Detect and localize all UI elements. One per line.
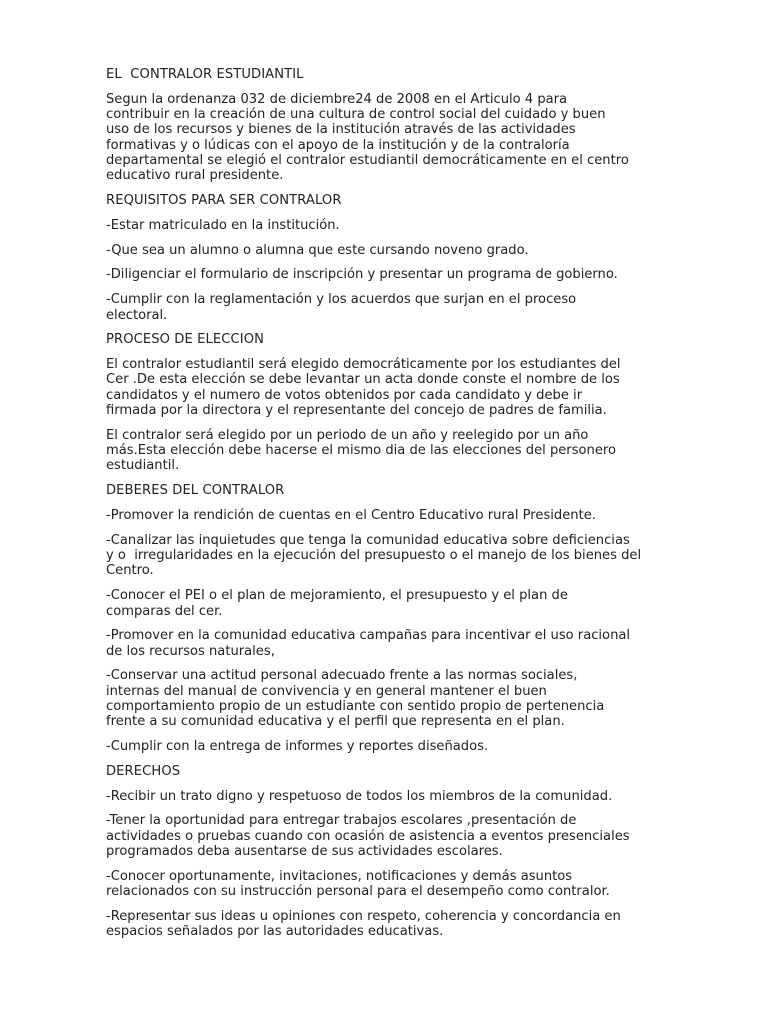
proceso-paragraph: El contralor será elegido por un periodo de un año y reelegido por un año más.Esta elección debe hacerse el mismo dia de las elecciones del personero estudiantil. xyxy=(106,427,616,474)
requisito-item: -Cumplir con la reglamentación y los acuerdos que surjan en el proceso electoral. xyxy=(106,292,577,323)
intro-paragraph: Segun la ordenanza 032 de diciembre24 de 2008 en el Articulo 4 para contribuir en la creación de una cultura de control social del cuidado y buen uso de los recursos y bienes de la institución através de las actividades formativas y o lúdicas con el apoyo de la institución y de la contraloría departamental se elegió el contralor estudiantil democráticamente en el centro educativo rural presidente. xyxy=(106,91,629,184)
derecho-item: -Conocer oportunamente, invitaciones, notificaciones y demás asuntos relacionados con su instrucción personal para el desempeño como contralor. xyxy=(106,868,610,900)
section-heading-proceso: PROCESO DE ELECCION xyxy=(106,332,265,348)
deber-item: -Cumplir con la entrega de informes y reportes diseñados. xyxy=(106,739,489,755)
deber-item: -Promover la rendición de cuentas en el Centro Educativo rural Presidente. xyxy=(106,508,596,524)
deber-item: -Canalizar las inquietudes que tenga la comunidad educativa sobre deficiencias y o irregularidades en la ejecución del presupuesto o el manejo de los bienes del Centro. xyxy=(106,532,642,579)
section-heading-requisitos: REQUISITOS PARA SER CONTRALOR xyxy=(106,193,342,209)
deber-item: -Promover en la comunidad educativa campañas para incentivar el uso racional de los recursos naturales, xyxy=(106,628,631,659)
proceso-paragraph: El contralor estudiantil será elegido democráticamente por los estudiantes del Cer .De esta elección se debe levantar un acta donde conste el nombre de los candidatos y el numero de votos obtenidos por cada candidato y debe ir firmada por la directora y el representante del concejo de padres de familia. xyxy=(106,357,621,419)
title-heading: EL CONTRALOR ESTUDIANTIL xyxy=(106,67,304,82)
requisito-item: -Que sea un alumno o alumna que este cursando noveno grado. xyxy=(106,242,529,258)
section-heading-derechos: DERECHOS xyxy=(106,763,181,779)
derecho-item: -Tener la oportunidad para entregar trabajos escolares ,presentación de actividades o pruebas cuando con ocasión de asistencia a eventos presenciales programados deba ausentarse de sus actividades escolares. xyxy=(106,813,630,860)
requisito-item: -Estar matriculado en la institución. xyxy=(106,217,340,233)
requisito-item: -Diligenciar el formulario de inscripción y presentar un programa de gobierno. xyxy=(106,267,618,283)
section-heading-deberes: DEBERES DEL CONTRALOR xyxy=(106,483,285,499)
deber-item: -Conocer el PEI o el plan de mejoramiento, el presupuesto y el plan de comparas del cer. xyxy=(106,588,568,619)
derecho-item: -Representar sus ideas u opiniones con respeto, coherencia y concordancia en espacios señalados por las autoridades educativas. xyxy=(106,908,621,940)
deber-item: -Conservar una actitud personal adecuado frente a las normas sociales, internas del manual de convivencia y en general mantener el buen comportamiento propio de un estudiante con sentido propio de pertenencia frente a su comunidad educativa y el perfil que representa en el plan. xyxy=(106,668,605,730)
derecho-item: -Recibir un trato digno y respetuoso de todos los miembros de la comunidad. xyxy=(106,788,613,804)
